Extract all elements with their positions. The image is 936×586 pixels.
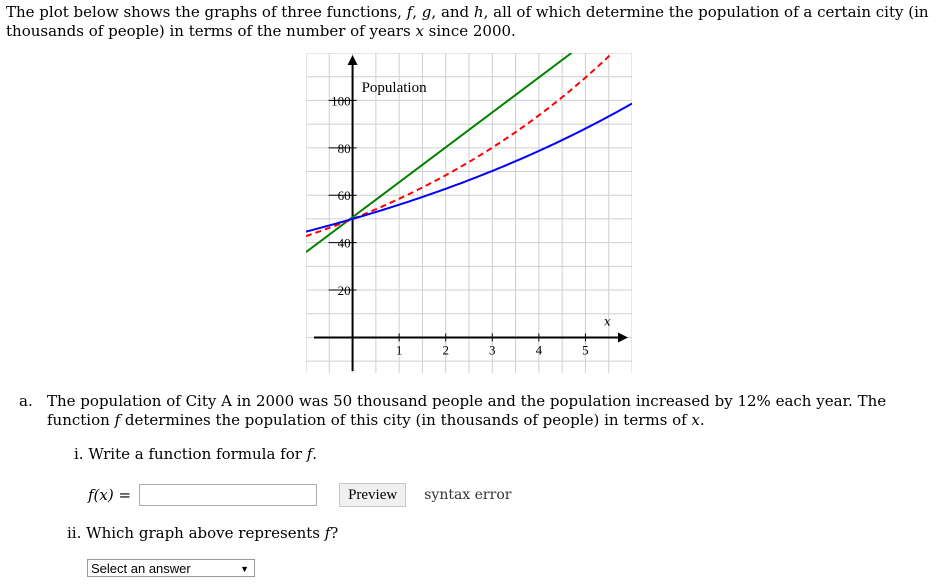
chevron-down-icon: ▼	[240, 564, 249, 574]
sub-ii-text: Which graph above represents	[86, 524, 325, 542]
syntax-status: syntax error	[424, 487, 512, 503]
x-axis-arrow-icon	[618, 332, 628, 342]
formula-input[interactable]	[139, 484, 317, 506]
x-axis-label: x	[604, 314, 611, 329]
var-h: h	[473, 3, 484, 21]
var-g: g	[421, 3, 432, 21]
intro-comma-1: ,	[412, 3, 422, 21]
question-a	[19, 392, 929, 430]
x-tick-label: 2	[442, 342, 449, 358]
var-f: f	[406, 3, 413, 21]
sub-i-text: Write a function formula for	[88, 445, 307, 463]
answer-row	[88, 483, 511, 507]
axes	[314, 55, 628, 371]
y-tick-label: 40	[337, 235, 351, 251]
population-graph	[306, 53, 632, 373]
sub-ii-label: ii.	[67, 524, 82, 542]
x-tick-label: 1	[395, 342, 403, 358]
question-a-text-2: determines the population of this city (in thousands of people) in terms of	[120, 411, 692, 429]
sub-i-label: i.	[74, 445, 84, 463]
y-axis-arrow-icon	[348, 55, 358, 65]
sub-ii-end: ?	[330, 524, 339, 542]
sub-question-ii	[67, 524, 338, 542]
question-a-text-1: The population of City A in 2000 was 50 thousand people and the population increased by 12% each year. The function	[47, 392, 887, 429]
y-tick-label: 80	[337, 140, 351, 156]
intro-text-1: The plot below shows the graphs of three functions,	[6, 3, 407, 21]
question-a-label: a.	[19, 392, 33, 410]
x-tick-label: 3	[489, 342, 496, 358]
ticks	[329, 93, 589, 357]
sub-i-end: .	[312, 445, 318, 463]
preview-button[interactable]: Preview	[339, 483, 406, 507]
x-tick-label: 4	[535, 342, 543, 358]
var-x: x	[415, 22, 424, 40]
intro-comma-2: , and	[431, 3, 474, 21]
x-tick-label: 5	[582, 342, 589, 358]
formula-lhs: f(x) =	[88, 486, 132, 504]
y-axis-label: Population	[361, 80, 427, 96]
graph-answer-select[interactable]	[87, 559, 255, 577]
problem-intro	[6, 3, 930, 41]
sub-i-var-f: f	[306, 445, 313, 463]
y-tick-label: 100	[331, 93, 351, 109]
sub-question-i	[74, 445, 317, 463]
sub-ii-var-f: f	[324, 524, 331, 542]
intro-text-2: , all of which determine the population of a certain city (in thousands of people) in terms of the number of years	[6, 3, 929, 40]
question-a-text-3: .	[699, 411, 705, 429]
question-a-var-f: f	[114, 411, 121, 429]
grid	[306, 53, 632, 373]
y-tick-label: 20	[337, 283, 351, 299]
y-tick-label: 60	[337, 188, 351, 204]
question-a-var-x: x	[691, 411, 700, 429]
select-value: Select an answer	[91, 561, 191, 576]
intro-text-3: since 2000.	[423, 22, 516, 40]
